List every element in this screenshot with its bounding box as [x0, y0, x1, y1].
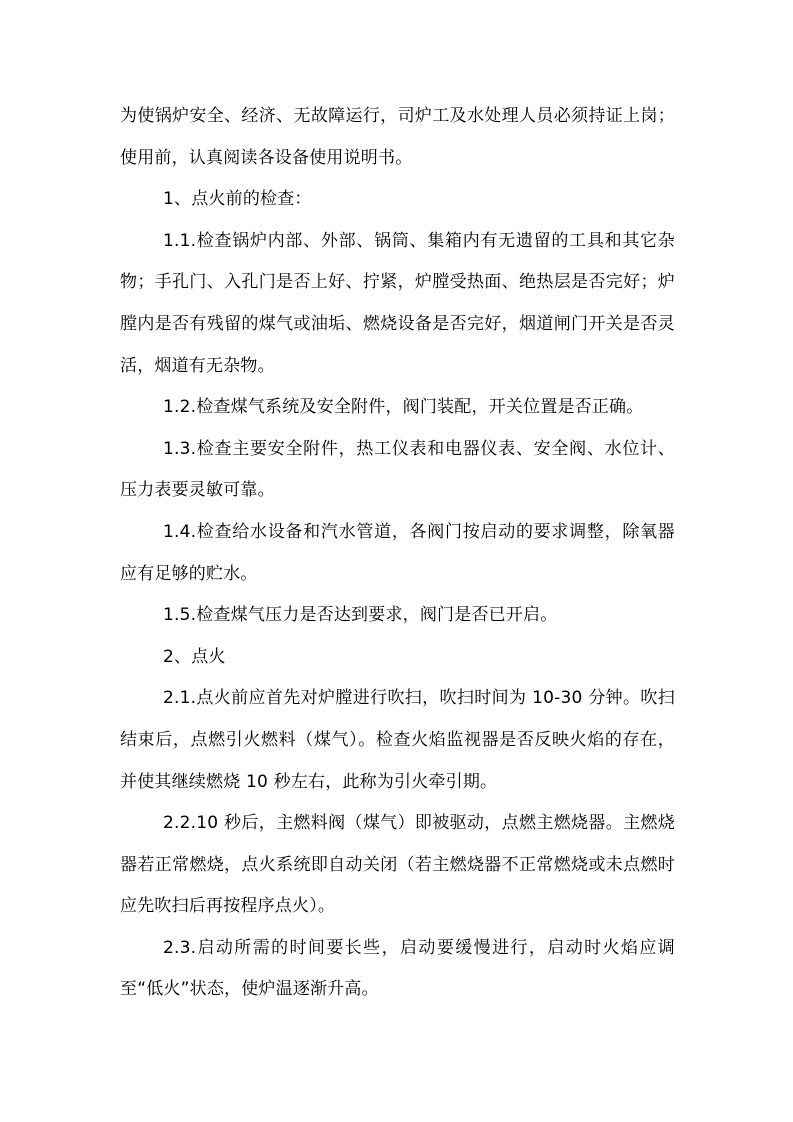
intro-paragraph: 为使锅炉安全、经济、无故障运行，司炉工及水处理人员必须持证上岗；使用前，认真阅读各设备使用说明书。	[120, 106, 675, 168]
section-heading-1: 1、点火前的检查：	[163, 189, 312, 210]
paragraph-2-1: 2.1.点火前应首先对炉膛进行吹扫，吹扫时间为 10-30 分钟。吹扫结束后，点燃引火燃料（煤气）。检查火焰监视器是否反映火焰的存在，并使其继续燃烧 10 秒左右，此称为引火牵引期。	[120, 688, 675, 792]
paragraph-1-2: 1.2.检查煤气系统及安全附件，阀门装配，开关位置是否正确。	[163, 397, 644, 418]
paragraph-1-3: 1.3.检查主要安全附件，热工仪表和电器仪表、安全阀、水位计、压力表要灵敏可靠。	[120, 438, 675, 501]
paragraph-1-4: 1.4.检查给水设备和汽水管道，各阀门按启动的要求调整，除氧器应有足够的贮水。	[120, 521, 675, 584]
paragraph-1-5: 1.5.检查煤气压力是否达到要求，阀门是否已开启。	[163, 605, 558, 626]
paragraph-2-3: 2.3.启动所需的时间要长些，启动要缓慢进行，启动时火焰应调至“低火”状态，使炉温逐渐升高。	[120, 937, 675, 1000]
document-body	[120, 96, 675, 1011]
section-heading-2: 2、点火	[163, 646, 226, 667]
paragraph-1-1: 1.1.检查锅炉内部、外部、锅筒、集箱内有无遗留的工具和其它杂物；手孔门、入孔门是否上好、拧紧，炉膛受热面、绝热层是否完好；炉膛内是否有残留的煤气或油垢、燃烧设备是否完好，烟道闸门开关是否灵活，烟道有无杂物。	[120, 230, 675, 376]
paragraph-2-2: 2.2.10 秒后，主燃料阀（煤气）即被驱动，点燃主燃烧器。主燃烧器若正常燃烧，点火系统即自动关闭（若主燃烧器不正常燃烧或未点燃时应先吹扫后再按程序点火）。	[120, 813, 675, 917]
